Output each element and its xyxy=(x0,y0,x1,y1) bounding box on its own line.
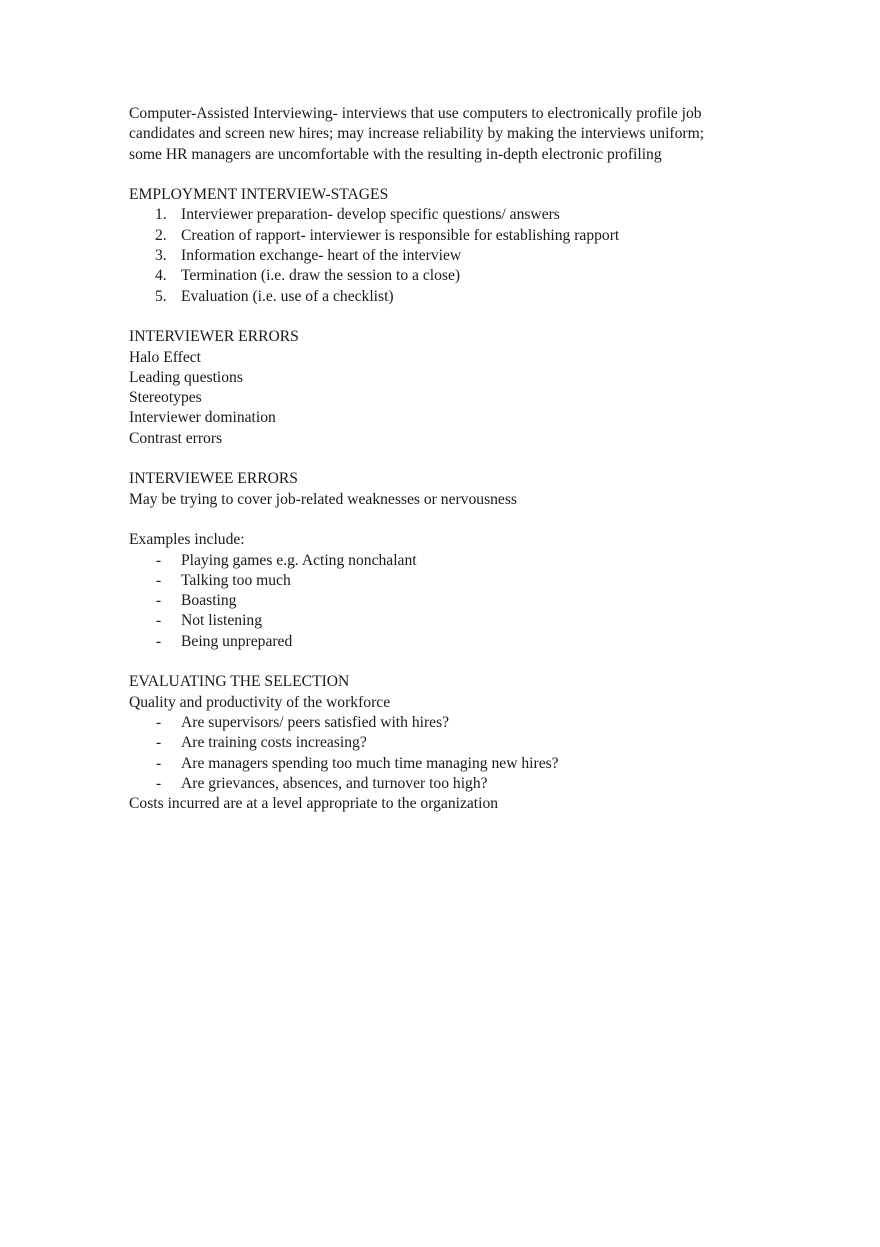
dash-bullet: - xyxy=(156,592,162,610)
list-item xyxy=(129,774,739,794)
error-item: Interviewer domination xyxy=(129,409,276,427)
spacer xyxy=(129,165,739,185)
list-number: 3. xyxy=(155,247,167,265)
error-item: Stereotypes xyxy=(129,389,202,407)
document-page xyxy=(129,104,739,814)
list-item-text: Boasting xyxy=(181,592,237,610)
spacer xyxy=(129,652,739,672)
evaluating-subheading: Quality and productivity of the workforce xyxy=(129,693,391,711)
list-item xyxy=(129,551,739,571)
error-item: Leading questions xyxy=(129,368,243,386)
list-item-text: Are training costs increasing? xyxy=(181,734,367,752)
list-item-text: Playing games e.g. Acting nonchalant xyxy=(181,551,417,569)
interviewee-errors-heading: INTERVIEWEE ERRORS xyxy=(129,470,298,488)
evaluating-section xyxy=(129,672,739,814)
list-item xyxy=(129,266,739,286)
list-number: 5. xyxy=(155,287,167,305)
list-item xyxy=(129,287,739,307)
interviewer-errors-heading: INTERVIEWER ERRORS xyxy=(129,328,299,346)
spacer xyxy=(129,510,739,530)
list-number: 4. xyxy=(155,267,167,285)
list-item-text: Are supervisors/ peers satisfied with hires? xyxy=(181,713,450,731)
dash-bullet: - xyxy=(156,774,162,792)
stages-section xyxy=(129,185,739,307)
list-item xyxy=(129,754,739,774)
list-item-text: Evaluation (i.e. use of a checklist) xyxy=(181,287,394,305)
dash-bullet: - xyxy=(156,551,162,569)
interviewer-errors-section xyxy=(129,327,739,449)
interviewee-errors-section xyxy=(129,469,739,652)
spacer xyxy=(129,307,739,327)
list-item-text: Are managers spending too much time managing new hires? xyxy=(181,754,559,772)
list-item xyxy=(129,632,739,652)
list-number: 2. xyxy=(155,226,167,244)
evaluating-list xyxy=(129,713,739,794)
list-item xyxy=(129,733,739,753)
spacer xyxy=(129,449,739,469)
interviewee-errors-description: May be trying to cover job-related weaknesses or nervousness xyxy=(129,490,517,508)
list-item-text: Being unprepared xyxy=(181,632,293,650)
evaluating-heading: EVALUATING THE SELECTION xyxy=(129,673,350,691)
list-item-text: Are grievances, absences, and turnover too high? xyxy=(181,774,488,792)
examples-label: Examples include: xyxy=(129,531,245,549)
list-item xyxy=(129,571,739,591)
list-item xyxy=(129,591,739,611)
list-item-text: Talking too much xyxy=(181,571,291,589)
list-item xyxy=(129,246,739,266)
stages-list xyxy=(129,205,739,306)
list-item-text: Not listening xyxy=(181,612,262,630)
list-item xyxy=(129,226,739,246)
dash-bullet: - xyxy=(156,734,162,752)
error-item: Contrast errors xyxy=(129,429,223,447)
list-item xyxy=(129,713,739,733)
dash-bullet: - xyxy=(156,713,162,731)
list-item xyxy=(129,205,739,225)
intro-paragraph: Computer-Assisted Interviewing- interviews that use computers to electronically profile job candidates and screen new hires; may increase reliability by making the interviews uniform; some HR managers are uncomfortable with the resulting in-depth electronic profiling xyxy=(129,105,705,163)
list-item-text: Interviewer preparation- develop specific questions/ answers xyxy=(181,206,560,224)
list-item xyxy=(129,611,739,631)
stages-heading: EMPLOYMENT INTERVIEW-STAGES xyxy=(129,186,389,204)
evaluating-closing: Costs incurred are at a level appropriate to the organization xyxy=(129,795,499,813)
list-item-text: Termination (i.e. draw the session to a close) xyxy=(181,267,461,285)
examples-list xyxy=(129,551,739,652)
error-item: Halo Effect xyxy=(129,348,202,366)
dash-bullet: - xyxy=(156,612,162,630)
list-number: 1. xyxy=(155,206,167,224)
dash-bullet: - xyxy=(156,632,162,650)
list-item-text: Information exchange- heart of the interview xyxy=(181,247,462,265)
list-item-text: Creation of rapport- interviewer is responsible for establishing rapport xyxy=(181,226,620,244)
dash-bullet: - xyxy=(156,754,162,772)
dash-bullet: - xyxy=(156,571,162,589)
